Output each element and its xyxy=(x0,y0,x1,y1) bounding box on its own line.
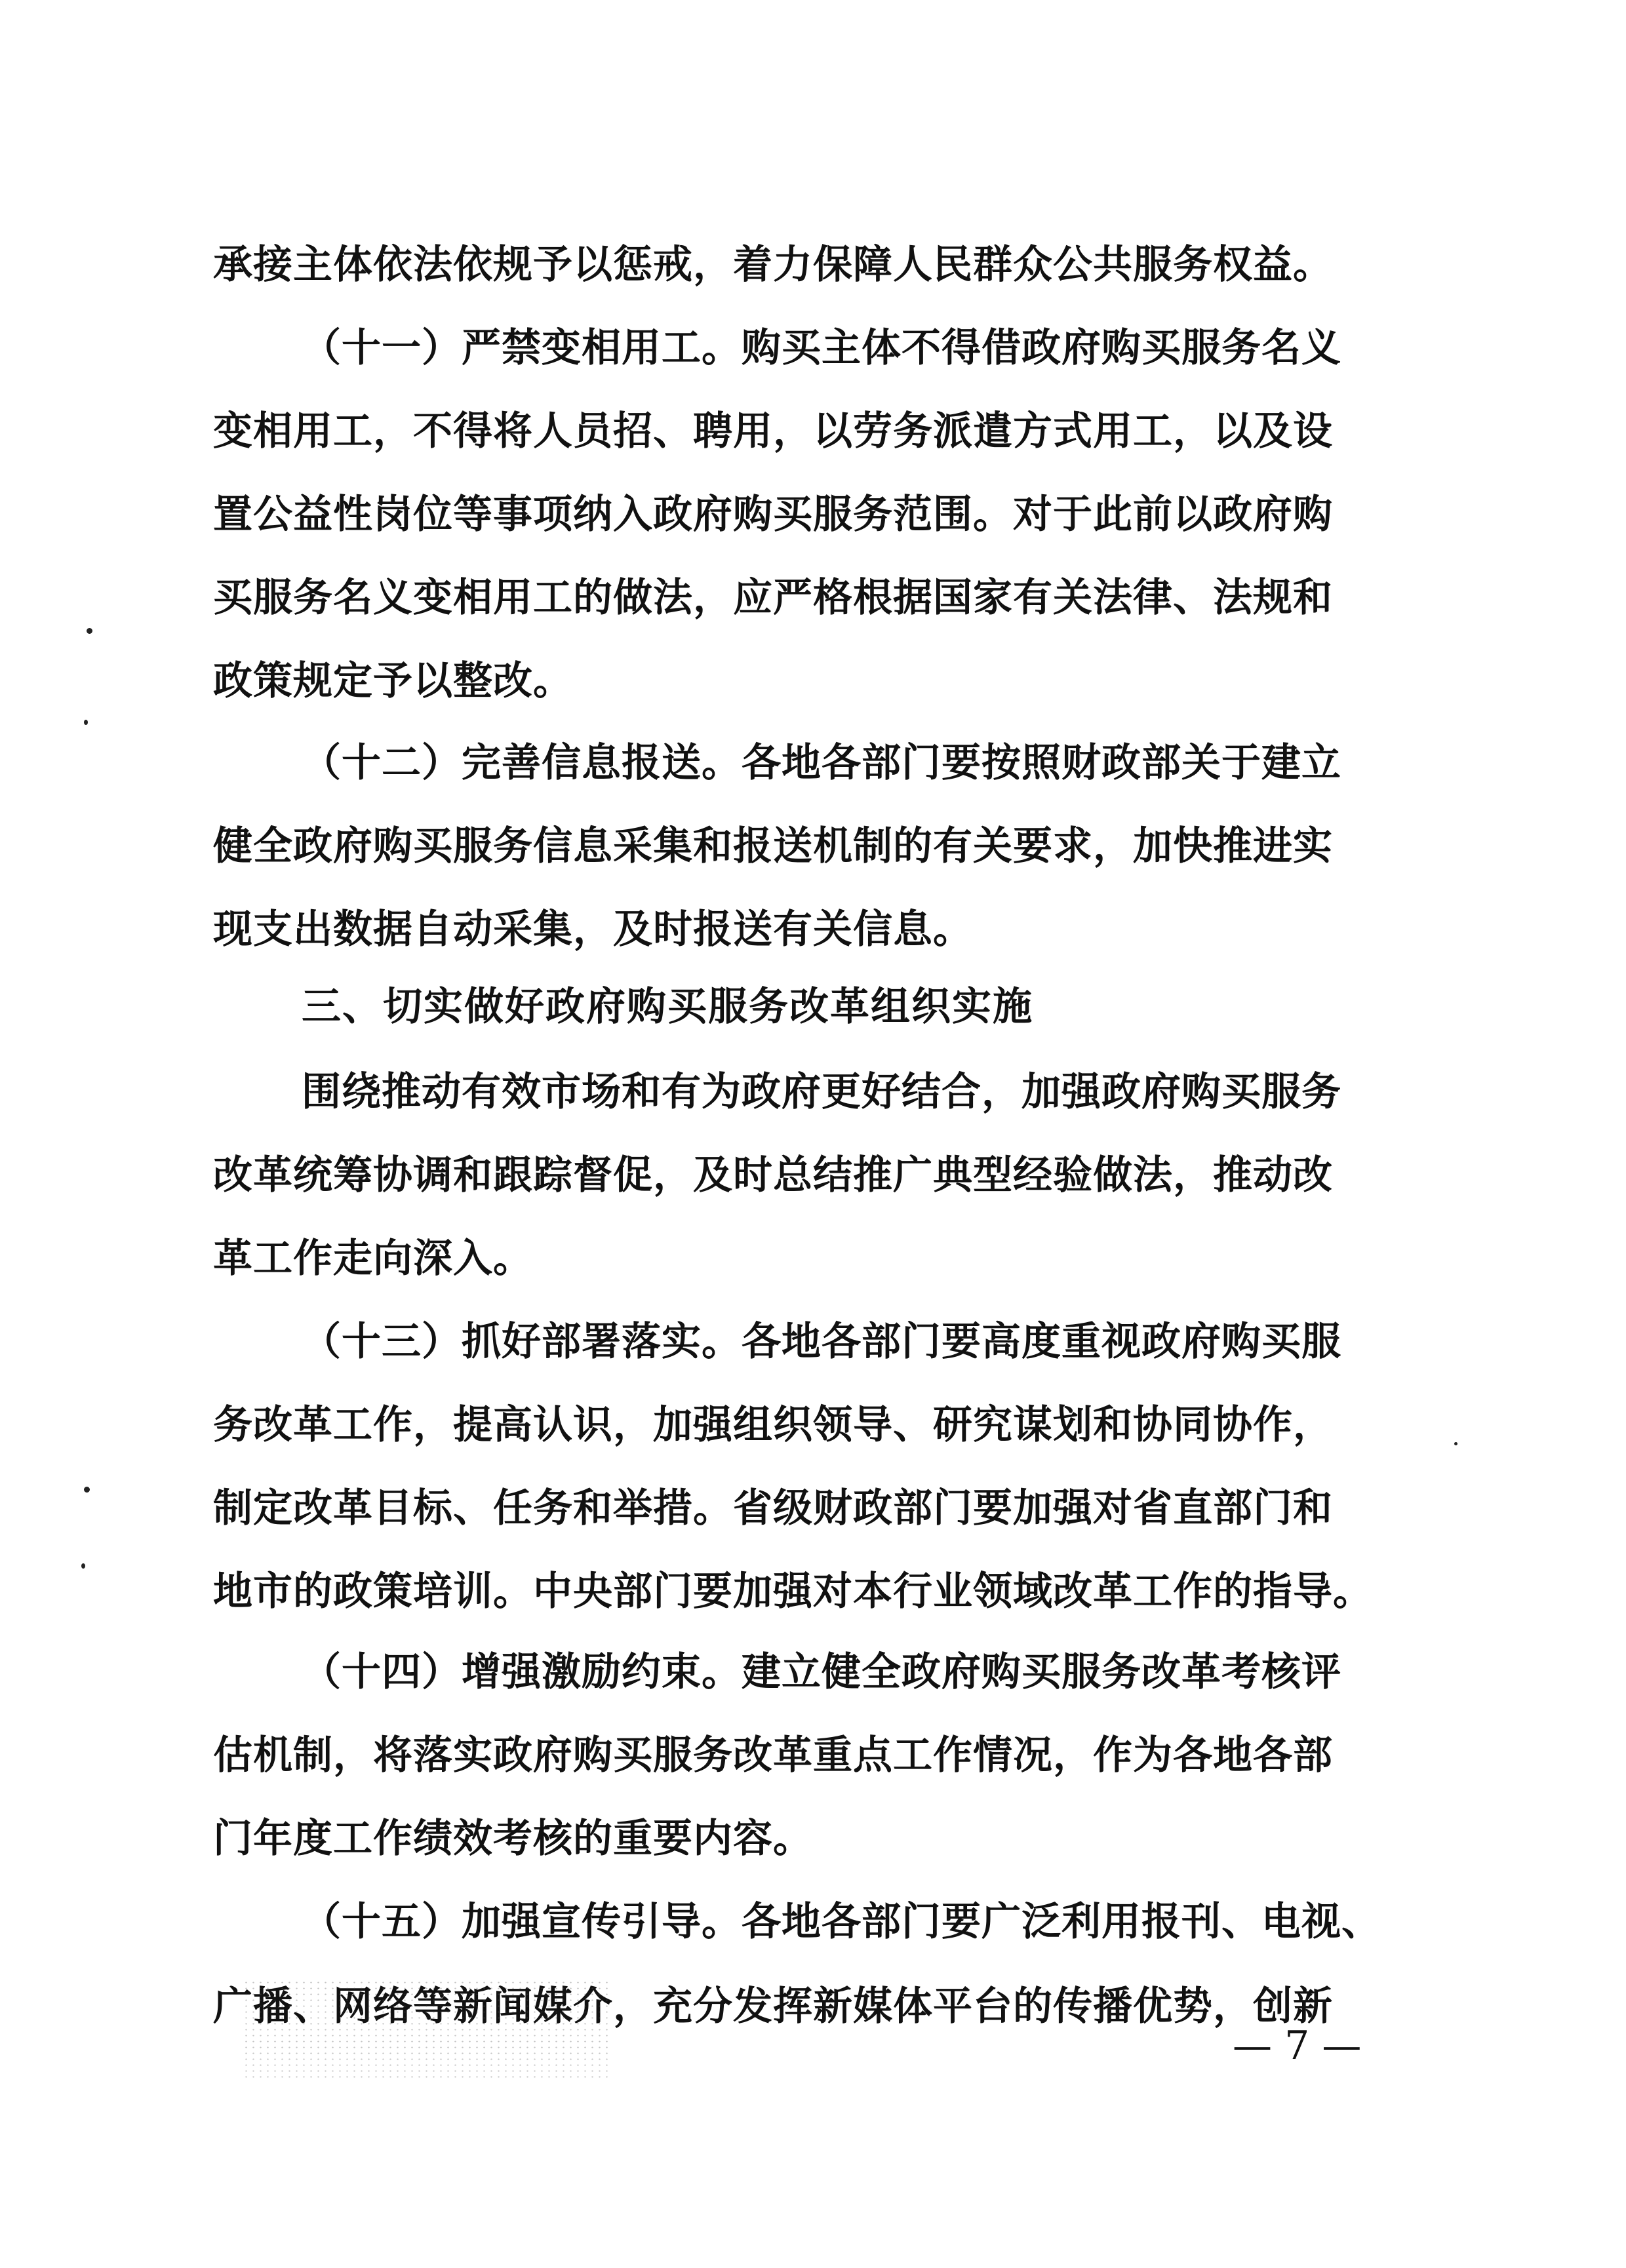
scan-speck xyxy=(1454,1442,1457,1445)
scan-speck xyxy=(81,1563,85,1569)
text-line: （十四）增强激励约束。建立健全政府购买服务改革考核评 xyxy=(302,1649,1341,1695)
text-line: （十五）加强宣传引导。各地各部门要广泛利用报刊、电视、 xyxy=(302,1899,1381,1945)
scan-speck xyxy=(84,1487,90,1493)
text-line: 革工作走向深入。 xyxy=(213,1236,533,1281)
page-number: — 7 — xyxy=(1233,2023,1362,2069)
text-line: 承接主体依法依规予以惩戒，着力保障人民群众公共服务权益。 xyxy=(213,242,1333,288)
text-line: 广播、网络等新闻媒介，充分发挥新媒体平台的传播优势，创新 xyxy=(213,1984,1333,2029)
scan-noise xyxy=(243,1980,610,2078)
text-line: 健全政府购买服务信息采集和报送机制的有关要求，加快推进实 xyxy=(213,823,1333,869)
text-line: 变相用工，不得将人员招、聘用，以劳务派遣方式用工，以及设 xyxy=(213,408,1333,454)
text-line: （十一）严禁变相用工。购买主体不得借政府购买服务名义 xyxy=(302,325,1341,371)
text-line: 地市的政策培训。中央部门要加强对本行业领域改革工作的指导。 xyxy=(213,1569,1373,1614)
text-line: 制定改革目标、任务和举措。省级财政部门要加强对省直部门和 xyxy=(213,1485,1333,1531)
text-line: 政策规定予以整改。 xyxy=(213,658,573,704)
text-line: 置公益性岗位等事项纳入政府购买服务范围。对于此前以政府购 xyxy=(213,492,1333,538)
scan-speck xyxy=(87,628,92,634)
text-line: 围绕推动有效市场和有为政府更好结合，加强政府购买服务 xyxy=(302,1069,1341,1115)
scan-speck xyxy=(84,720,88,725)
text-line: 务改革工作，提高认识，加强组织领导、研究谋划和协同协作， xyxy=(213,1402,1333,1448)
text-line: （十二）完善信息报送。各地各部门要按照财政部关于建立 xyxy=(302,740,1341,786)
text-line: 门年度工作绩效考核的重要内容。 xyxy=(213,1816,813,1862)
text-line: （十三）抓好部署落实。各地各部门要高度重视政府购买服 xyxy=(302,1319,1341,1365)
text-line: 估机制，将落实政府购买服务改革重点工作情况，作为各地各部 xyxy=(213,1732,1333,1778)
text-line: 买服务名义变相用工的做法，应严格根据国家有关法律、法规和 xyxy=(213,575,1333,621)
section-heading: 三、切实做好政府购买服务改革组织实施 xyxy=(302,984,1033,1030)
text-line: 改革统筹协调和跟踪督促，及时总结推广典型经验做法，推动改 xyxy=(213,1152,1333,1198)
text-line: 现支出数据自动采集，及时报送有关信息。 xyxy=(213,907,973,952)
